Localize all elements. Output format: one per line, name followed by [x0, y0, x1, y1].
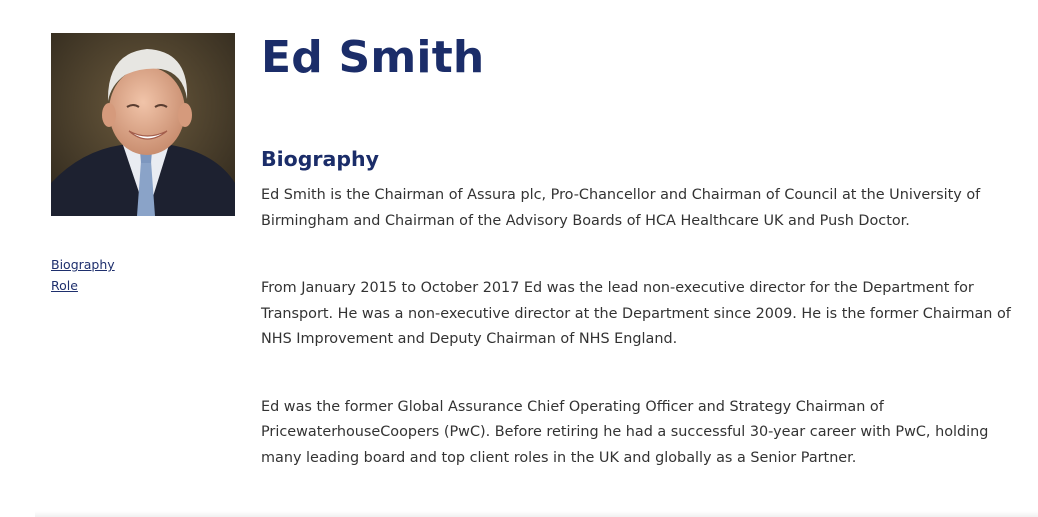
biography-paragraph-2: From January 2015 to October 2017 Ed was the lead non-executive director for the Department for Transport. He was a non-executive director at the Department since 2009. He is the former Chairman of NHS Improvement and Deputy Chairman of NHS England.	[261, 280, 1011, 347]
sidebar-link-biography[interactable]: Biography	[51, 257, 115, 272]
biography-paragraph-1: Ed Smith is the Chairman of Assura plc, Pro-Chancellor and Chairman of Council at the University of Birmingham and Chairman of the Advisory Boards of HCA Healthcare UK and Push Doctor.	[261, 187, 981, 229]
profile-name: Ed Smith	[261, 32, 485, 83]
biography-paragraph-3: Ed was the former Global Assurance Chief Operating Officer and Strategy Chairman of PricewaterhouseCoopers (PwC). Before retiring he had a successful 30-year career with PwC, holding many leading board and top client roles in the UK and globally as a Senior Partner.	[261, 398, 989, 466]
sidebar-nav	[51, 254, 235, 296]
main-content	[261, 30, 1011, 471]
biography-heading: Biography	[261, 147, 379, 171]
footer-divider	[35, 511, 1038, 517]
sidebar-link-role[interactable]: Role	[51, 278, 78, 293]
sidebar	[51, 33, 235, 296]
portrait-photo	[51, 33, 235, 216]
